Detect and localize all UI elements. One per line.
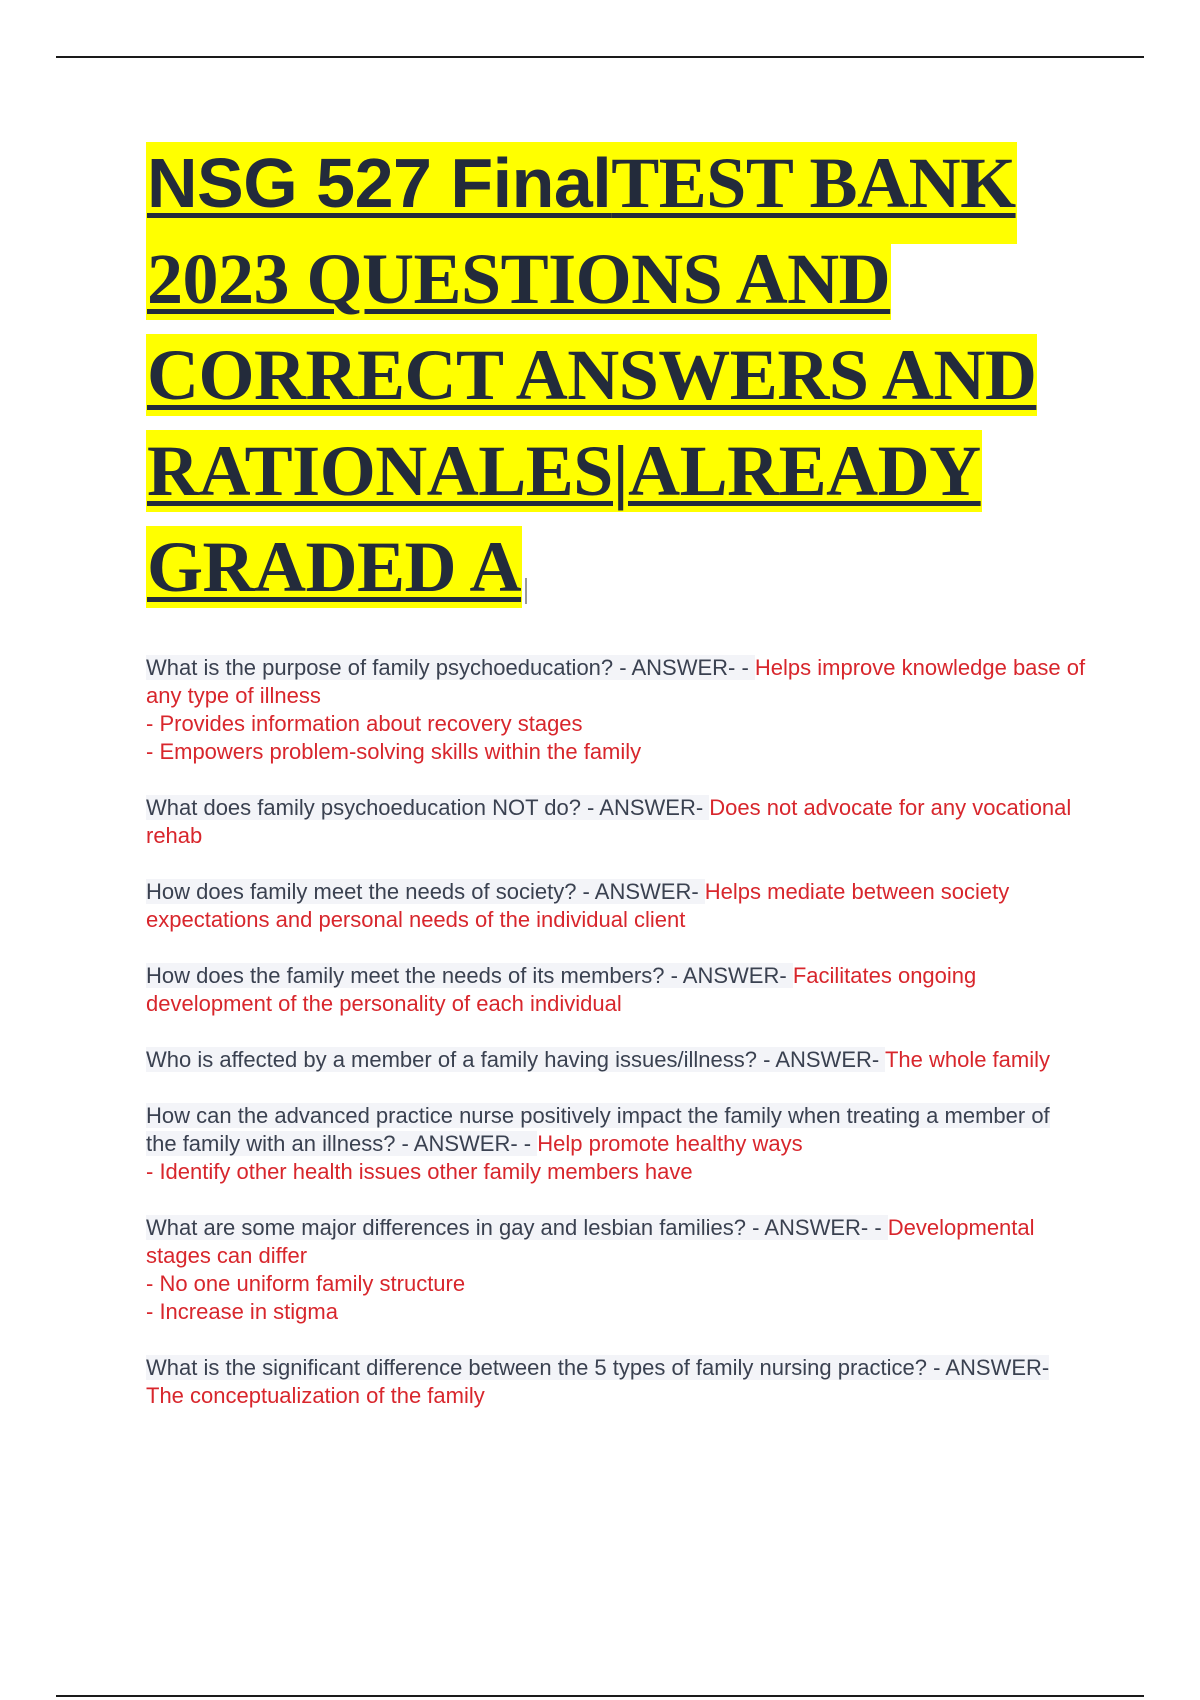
qa-item — [146, 1102, 1086, 1186]
text-cursor — [525, 578, 527, 604]
title-highlight: RATIONALES|ALREADY — [147, 431, 981, 511]
answer-text: Helps mediate between society expectations and personal needs of the individual client — [146, 879, 1010, 932]
answer-text: The whole family — [884, 1047, 1051, 1072]
title-highlight — [146, 142, 1017, 244]
answer-line: - Provides information about recovery stages — [146, 711, 583, 736]
title-line — [146, 526, 1106, 622]
qa-item — [146, 654, 1086, 766]
answer-line: - Empowers problem-solving skills within the family — [146, 739, 642, 764]
question-text: What is the purpose of family psychoeducation? - ANSWER- - — [146, 655, 755, 680]
answer-line: - No one uniform family structure — [146, 1271, 466, 1296]
answer-text: The conceptualization of the family — [146, 1383, 485, 1408]
question-text: How can the advanced practice nurse positively impact the family when treating a member of the family with an illness? - ANSWER- - — [146, 1103, 1050, 1156]
title-line — [146, 238, 1106, 334]
title-highlight: 2023 QUESTIONS AND — [147, 239, 891, 319]
question-text: Who is affected by a member of a family having issues/illness? - ANSWER- — [146, 1047, 885, 1072]
question-text: What is the significant difference between the 5 types of family nursing practice? - ANSWER- — [146, 1355, 1050, 1380]
top-rule — [56, 56, 1144, 58]
answer-text: Developmental stages can differ — [146, 1215, 1035, 1268]
title-line — [146, 430, 1106, 526]
title-highlight: CORRECT ANSWERS AND — [147, 335, 1037, 415]
qa-item — [146, 1214, 1086, 1326]
answer-line: - Increase in stigma — [146, 1299, 338, 1324]
title-line — [146, 334, 1106, 430]
qa-item — [146, 1046, 1086, 1074]
answer-text: Helps improve knowledge base of any type of illness — [146, 655, 1086, 708]
bottom-rule — [56, 1695, 1144, 1697]
title-line — [146, 142, 1106, 238]
question-text: How does family meet the needs of society? - ANSWER- — [146, 879, 705, 904]
question-text: How does the family meet the needs of its members? - ANSWER- — [146, 963, 793, 988]
title-part-serif: TEST BANK — [611, 143, 1016, 223]
qa-item — [146, 794, 1086, 850]
answer-text: Facilitates ongoing development of the personality of each individual — [146, 963, 977, 1016]
qa-item — [146, 878, 1086, 934]
qa-item — [146, 962, 1086, 1018]
answer-line: - Identify other health issues other family members have — [146, 1159, 693, 1184]
answer-text: Does not advocate for any vocational rehab — [146, 795, 1072, 848]
question-text: What does family psychoeducation NOT do? - ANSWER- — [146, 795, 710, 820]
qa-item — [146, 1354, 1086, 1410]
title-highlight: GRADED A — [147, 527, 522, 607]
title-part-sans: NSG 527 Final — [147, 144, 612, 222]
document-title — [146, 142, 1106, 622]
question-text: What are some major differences in gay and lesbian families? - ANSWER- - — [146, 1215, 888, 1240]
answer-text: Help promote healthy ways — [537, 1131, 803, 1156]
qa-list — [146, 654, 1086, 1438]
